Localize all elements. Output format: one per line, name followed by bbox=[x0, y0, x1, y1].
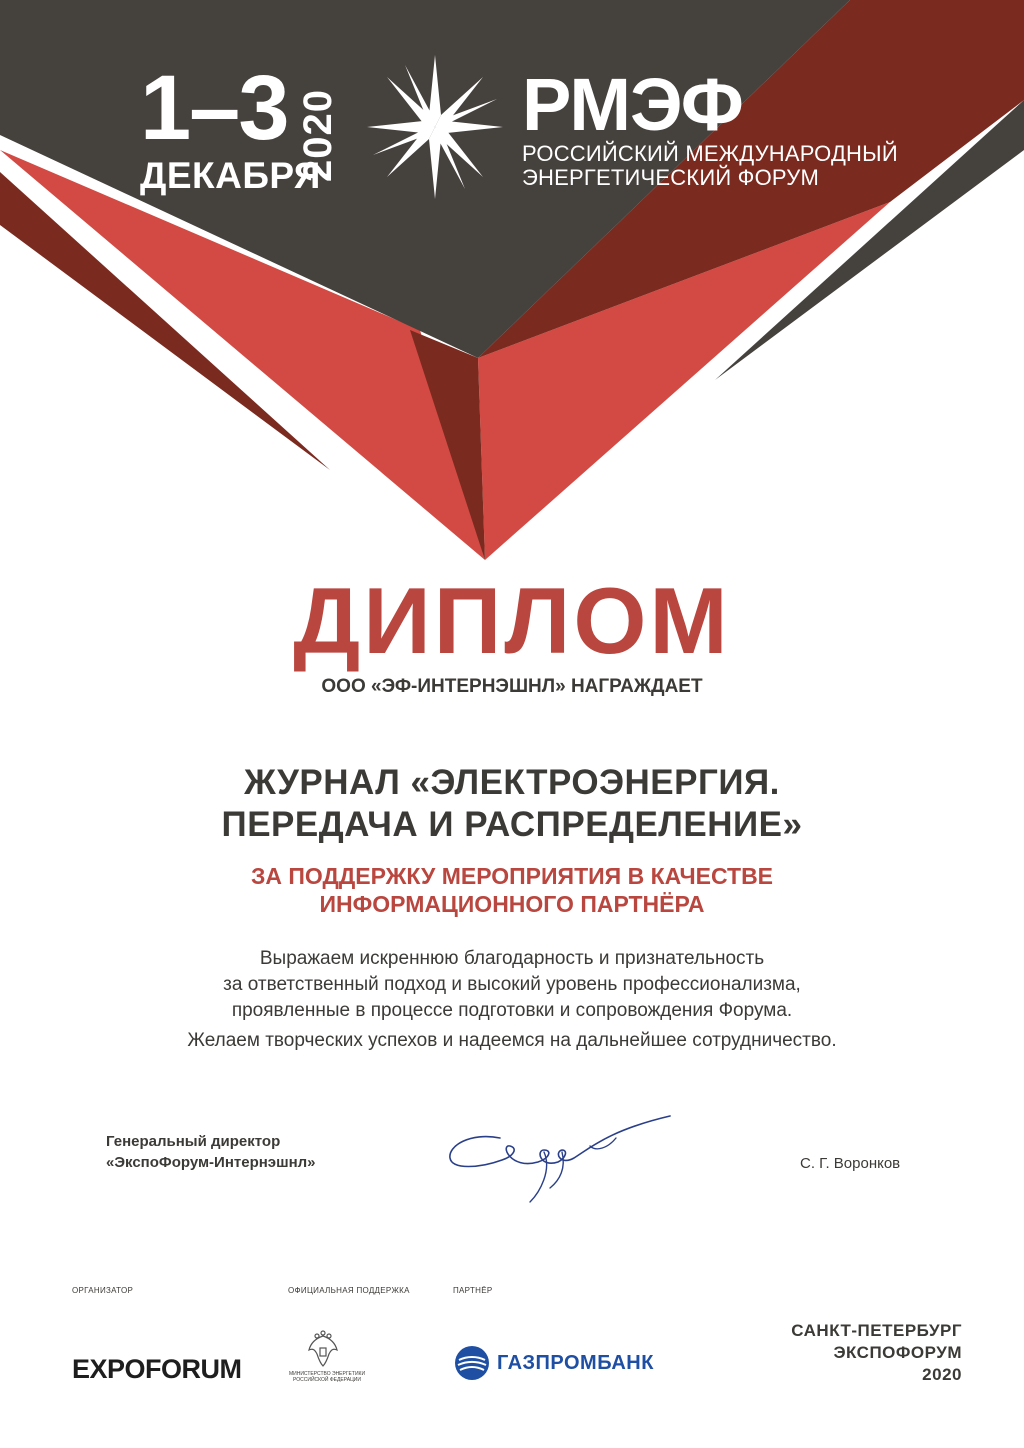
reason-line-1: ЗА ПОДДЕРЖКУ МЕРОПРИЯТИЯ В КАЧЕСТВЕ bbox=[250, 863, 774, 889]
forum-star-icon bbox=[365, 52, 505, 202]
awarder-text: ООО «ЭФ-ИНТЕРНЭШНЛ» НАГРАЖДАЕТ bbox=[321, 676, 703, 697]
diploma-title: ДИПЛОМ bbox=[293, 568, 731, 673]
location-city: САНКТ-ПЕТЕРБУРГ bbox=[791, 1321, 962, 1340]
ministry-line-1: МИНИСТЕРСТВО ЭНЕРГЕТИКИ bbox=[288, 1371, 366, 1377]
forum-brand bbox=[522, 63, 898, 190]
expoforum-logo: EXPOFORUM bbox=[72, 1354, 242, 1384]
thanks-paragraph bbox=[0, 946, 1024, 1024]
wish-text: Желаем творческих успехов и надеемся на дальнейшее сотрудничество. bbox=[187, 1030, 837, 1051]
ministry-line-2: РОССИЙСКОЙ ФЕДЕРАЦИИ bbox=[293, 1377, 361, 1383]
thanks-line-1: Выражаем искреннюю благодарность и признательность bbox=[259, 948, 765, 969]
recipient-line-2: ПЕРЕДАЧА И РАСПРЕДЕЛЕНИЕ» bbox=[221, 805, 803, 844]
forum-name-line1: РОССИЙСКИЙ МЕЖДУНАРОДНЫЙ bbox=[522, 141, 898, 166]
thanks-line-3: проявленные в процессе подготовки и сопровождения Форума. bbox=[231, 1000, 793, 1021]
partner-label: ПАРТНЁР bbox=[453, 1286, 493, 1295]
partner-name: ГАЗПРОМБАНК bbox=[497, 1352, 654, 1374]
award-reason bbox=[0, 862, 1024, 918]
signer-position-line-1: Генеральный директор bbox=[106, 1133, 281, 1150]
coat-of-arms-icon bbox=[303, 1330, 343, 1370]
thanks-line-2: за ответственный подход и высокий уровень профессионализма, bbox=[223, 974, 801, 995]
date-year: 2020 bbox=[296, 89, 340, 182]
recipient-line-1: ЖУРНАЛ «ЭЛЕКТРОЭНЕРГИЯ. bbox=[244, 763, 780, 802]
recipient-name bbox=[0, 762, 1024, 846]
handwritten-signature bbox=[440, 1110, 680, 1210]
gazprombank-logo-icon bbox=[453, 1344, 491, 1382]
forum-name-line2: ЭНЕРГЕТИЧЕСКИЙ ФОРУМ bbox=[522, 165, 819, 190]
support-label: ОФИЦИАЛЬНАЯ ПОДДЕРЖКА bbox=[288, 1286, 410, 1295]
event-date bbox=[140, 57, 321, 196]
ministry-name bbox=[282, 1371, 372, 1383]
reason-line-2: ИНФОРМАЦИОННОГО ПАРТНЁРА bbox=[319, 891, 705, 917]
forum-acronym: РМЭФ bbox=[522, 63, 743, 146]
date-month: ДЕКАБРЯ bbox=[140, 155, 321, 196]
date-range: 1–3 bbox=[140, 57, 288, 159]
signer-position-line-2: «ЭкспоФорум-Интернэшнл» bbox=[106, 1154, 316, 1171]
location-year: 2020 bbox=[922, 1365, 962, 1384]
organizer-label: ОРГАНИЗАТОР bbox=[72, 1286, 134, 1295]
signer-name: С. Г. Воронков bbox=[800, 1155, 901, 1172]
event-location bbox=[791, 1320, 962, 1386]
location-venue: ЭКСПОФОРУМ bbox=[833, 1343, 962, 1362]
signer-position bbox=[106, 1131, 316, 1173]
